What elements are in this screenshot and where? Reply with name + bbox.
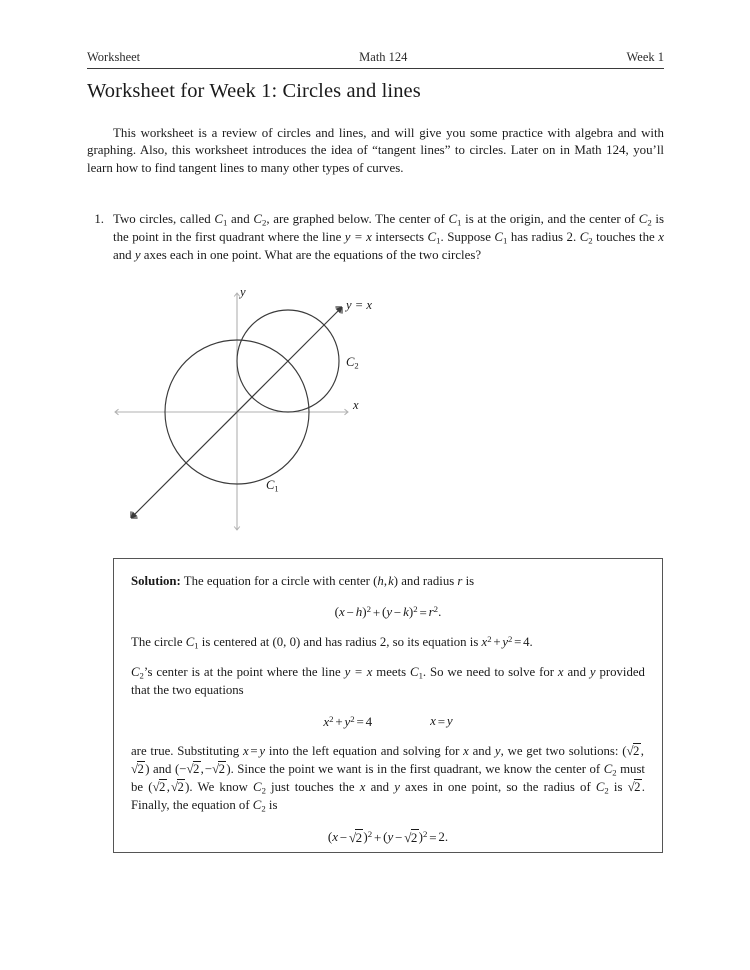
figure-label-c2-sub: 2 [354, 360, 359, 371]
figure-label-c1-sub: 1 [274, 483, 279, 494]
problem-seg-8: has radius 2. [507, 230, 580, 245]
symbol-c2-sub-c: 2 [588, 235, 593, 246]
header-rule [87, 68, 664, 69]
problem-seg-6: intersects [371, 230, 428, 245]
solution-intro-line [131, 573, 645, 590]
problem-item-1 [87, 211, 664, 265]
display-equation-c2: $(x - √2)^2 + (y - √2)^2 = 2$. [327, 829, 449, 845]
problem-seg-7: . Suppose [440, 230, 495, 245]
problem-seg-9: touches the [592, 230, 659, 245]
circles-figure [110, 283, 390, 538]
sol-p3-seg-a: ’s center is at the point where the line [143, 664, 345, 679]
problem-seg-4: is at the origin, and the center of [461, 212, 639, 226]
intro-paragraph: This worksheet is a review of circles and lines, and will give you some practice with algebra and with graphing. Also, this worksheet introduces the idea of “tangent lines” to circles. Later on in Math 124, you’ll learn how to find tangent lines to many other types of curves. [87, 126, 664, 175]
symbol-c1-sub-c: 1 [436, 235, 441, 246]
solution-paragraph-final: are true. Substituting x = y into the left equation and solving for x and y, we get two solutions: (√2, √2) and (−√2, −√2). Since the point we want is in the first quadrant, we know the center of $C_2$ must be (√2, √2). We know $C_2$ just touches the x and y axes in one point, so the radius of $C_2$ is √2. Finally, the equation of $C_2$ is [131, 744, 645, 814]
display-eq-left: $x^2 + y^2 = 4$ [323, 713, 373, 729]
solution-label: Solution: [131, 574, 181, 588]
symbol-c2-c: C [579, 230, 589, 245]
problem-number: 1. [94, 212, 104, 226]
symbol-c1-c: C [427, 230, 437, 245]
sol-p2-seg-a: The circle [131, 635, 186, 650]
symbol-c1: C [214, 212, 223, 226]
symbol-x: x [658, 230, 664, 245]
x-axis [115, 409, 348, 415]
axis-label-y: y [240, 285, 246, 299]
problem-seg-11: axes each in one point. What are the equations of the two circles? [140, 248, 482, 263]
problem-seg-1: Two circles, called [113, 212, 215, 226]
symbol-c2-b: C [638, 212, 648, 226]
problem-seg-10: and [113, 248, 135, 263]
solution-paragraph-c1: The circle $C_1$ is centered at (0, 0) and has radius 2, so its equation is $x^2 + y^2 = 4$. [131, 634, 533, 651]
solution-paragraph-c2-center: $C_2’s$ center is at the point where the line y = x meets $C_1$. So we need to solve for x and y provided that the two equations [131, 664, 645, 697]
problem-seg-5: is the point in the first quadrant where the line [113, 212, 665, 245]
symbol-c2-sub-b: 2 [647, 217, 652, 228]
figure-label-c2: C [346, 355, 355, 369]
solution-box [113, 558, 663, 853]
symbol-y: y [134, 248, 141, 263]
sol-p3-eq: y = x [344, 664, 373, 679]
sol-p3-seg-c: . So we need to solve for x and y provided that the two equations [131, 664, 645, 697]
display-eq-right: x = y [430, 713, 453, 729]
sol-p3-seg-b: meets [372, 664, 411, 679]
header-right-label: Week 1 [626, 50, 664, 64]
page-title: Worksheet for Week 1: Circles and lines [87, 80, 421, 102]
sol-p2-seg-c: . [529, 635, 533, 650]
symbol-c2: C [253, 212, 262, 226]
figure-svg [110, 283, 390, 538]
display-equation-system [131, 712, 645, 730]
figure-label-c1: C [266, 478, 275, 492]
symbol-c1-sub-b: 1 [457, 217, 462, 228]
header-center-label: Math 124 [359, 50, 408, 64]
problem-text [113, 211, 664, 265]
symbol-c1-b: C [448, 212, 458, 226]
symbol-c1-sub: 1 [222, 217, 228, 228]
problem-seg-2: and [227, 212, 254, 226]
equation-y-equals-x-inline: y = x [344, 230, 372, 245]
header-left-label: Worksheet [87, 50, 141, 64]
axis-label-x: x [353, 398, 359, 412]
symbol-c2-sub: 2 [261, 217, 267, 228]
running-header [87, 50, 664, 65]
symbol-c1-d: C [494, 230, 504, 245]
problem-seg-3: , are graphed below. The center of [266, 212, 449, 226]
display-equation-general-circle: $(x - h)^2 + (y - k)^2 = r^2$. [334, 604, 442, 620]
symbol-c1-sub-d: 1 [503, 235, 508, 246]
solution-intro-text: The equation for a circle with center (h, k) and radius r is [180, 574, 475, 588]
line-label-y-equals-x: y = x [346, 298, 372, 312]
sol-p2-seg-b: is centered at (0, 0) and has radius 2, so its equation is [198, 635, 482, 650]
